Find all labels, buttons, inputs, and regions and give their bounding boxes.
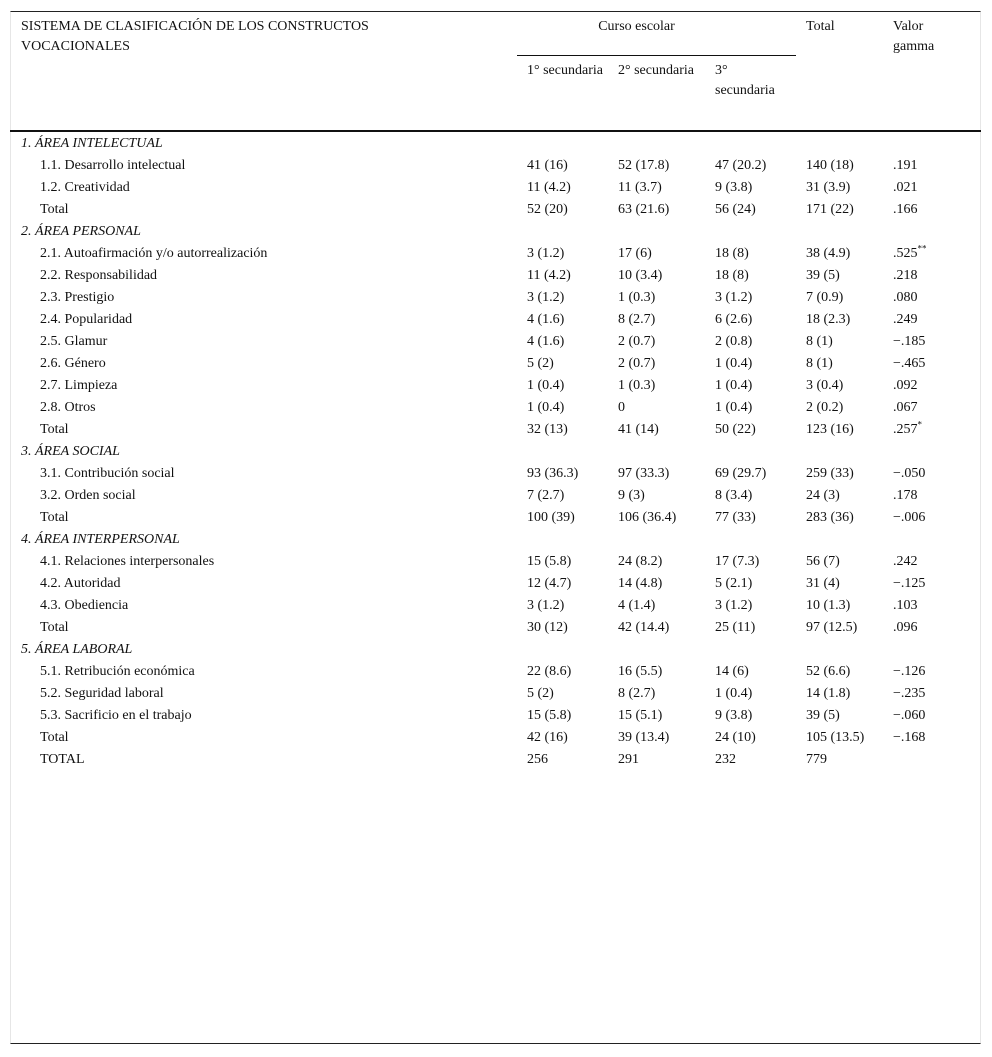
row-label: Total (40, 422, 69, 437)
cell-c1: 4 (1.6) (527, 312, 565, 327)
cell-total: 39 (5) (806, 268, 840, 283)
cell-c1: 15 (5.8) (527, 708, 572, 723)
row-label: 2.4. Popularidad (40, 312, 133, 327)
group-heading-row (10, 221, 981, 243)
cell-total: 140 (18) (806, 158, 854, 173)
cell-c1: 1 (0.4) (527, 400, 565, 415)
cell-gamma: −.050 (893, 466, 926, 481)
table-row (10, 463, 981, 485)
cell-total: 171 (22) (806, 202, 854, 217)
cell-gamma: −.168 (893, 730, 926, 745)
row-label: 2.2. Responsabilidad (40, 268, 158, 283)
cell-gamma: .096 (893, 620, 918, 635)
header-total: Total (806, 19, 835, 34)
group-title: 3. ÁREA SOCIAL (21, 444, 120, 459)
row-label: 2.6. Género (40, 356, 106, 371)
row-label: 2.7. Limpieza (40, 378, 118, 393)
cell-c2: 16 (5.5) (618, 664, 663, 679)
cell-c3: 14 (6) (715, 664, 749, 679)
cell-gamma: .191 (893, 158, 918, 173)
table-row (10, 683, 981, 705)
table-row (10, 397, 981, 419)
cell-gamma: .067 (893, 400, 918, 415)
cell-total: 18 (2.3) (806, 312, 851, 327)
cell-c1: 3 (1.2) (527, 246, 565, 261)
cell-gamma: .242 (893, 554, 918, 569)
table-row (10, 419, 981, 441)
cell-c2: 2 (0.7) (618, 334, 656, 349)
cell-total: 39 (5) (806, 708, 840, 723)
cell-total: 123 (16) (806, 422, 854, 437)
cell-c2: 42 (14.4) (618, 620, 670, 635)
group-title: 2. ÁREA PERSONAL (21, 224, 141, 239)
table-row (10, 265, 981, 287)
cell-c2: 63 (21.6) (618, 202, 670, 217)
table-row (10, 155, 981, 177)
cell-gamma: .021 (893, 180, 918, 195)
cell-gamma: −.185 (893, 334, 926, 349)
cell-c3: 3 (1.2) (715, 598, 753, 613)
row-label: 2.8. Otros (40, 400, 96, 415)
cell-total: 259 (33) (806, 466, 854, 481)
cell-c1: 7 (2.7) (527, 488, 565, 503)
table-row (10, 353, 981, 375)
cell-total: 14 (1.8) (806, 686, 851, 701)
row-label: 2.3. Prestigio (40, 290, 115, 305)
table-row (10, 287, 981, 309)
header-curso-1: 1° secundaria (527, 62, 603, 78)
cell-c2: 1 (0.3) (618, 378, 656, 393)
cell-c1: 41 (16) (527, 158, 568, 173)
cell-c1: 1 (0.4) (527, 378, 565, 393)
cell-c3: 6 (2.6) (715, 312, 753, 327)
cell-c1: 5 (2) (527, 686, 554, 701)
cell-total: 24 (3) (806, 488, 840, 503)
cell-gamma: −.235 (893, 686, 926, 701)
row-label: 3.1. Contribución social (40, 466, 175, 481)
cell-c2: 24 (8.2) (618, 554, 663, 569)
grand-total-label: TOTAL (40, 752, 85, 767)
cell-c3: 8 (3.4) (715, 488, 753, 503)
cell-c2: 11 (3.7) (618, 180, 662, 195)
cell-c2: 106 (36.4) (618, 510, 677, 525)
cell-total: 2 (0.2) (806, 400, 844, 415)
row-label: Total (40, 510, 69, 525)
cell-c3: 3 (1.2) (715, 290, 753, 305)
cell-c2: 14 (4.8) (618, 576, 663, 591)
cell-c2: 2 (0.7) (618, 356, 656, 371)
cell-gamma: .166 (893, 202, 918, 217)
table-row (10, 243, 981, 265)
cell-c2: 1 (0.3) (618, 290, 656, 305)
cell-c2: 41 (14) (618, 422, 659, 437)
cell-c2: 52 (17.8) (618, 158, 670, 173)
table-row (10, 661, 981, 683)
cell-gamma: −.465 (893, 356, 926, 371)
table-row (10, 705, 981, 727)
cell-c2: 9 (3) (618, 488, 645, 503)
grand-total-row (10, 749, 981, 770)
table-row (10, 573, 981, 595)
cell-c3: 18 (8) (715, 246, 749, 261)
cell-total: 3 (0.4) (806, 378, 844, 393)
cell-total: 8 (1) (806, 356, 833, 371)
cell-c3: 17 (7.3) (715, 554, 760, 569)
cell-total: 52 (6.6) (806, 664, 851, 679)
cell-c1: 42 (16) (527, 730, 568, 745)
cell-c3: 18 (8) (715, 268, 749, 283)
cell-c3: 25 (11) (715, 620, 756, 635)
cell-gamma: .092 (893, 378, 918, 393)
row-label: Total (40, 202, 69, 217)
cell-c1: 32 (13) (527, 422, 568, 437)
row-label: 1.2. Creatividad (40, 180, 130, 195)
significance-mark: * (917, 419, 923, 430)
table-row (10, 617, 981, 639)
cell-gamma: −.125 (893, 576, 926, 591)
row-label: 3.2. Orden social (40, 488, 136, 503)
row-label: 2.1. Autoafirmación y/o autorrealización (40, 246, 268, 261)
cell-gamma: −.006 (893, 510, 926, 525)
table-row (10, 309, 981, 331)
cell-gamma: .218 (893, 268, 918, 283)
significance-mark: ** (917, 243, 927, 254)
cell-gamma: .525** (893, 243, 927, 261)
cell-gamma: .080 (893, 290, 918, 305)
cell-c1: 3 (1.2) (527, 290, 565, 305)
cell-c2: 8 (2.7) (618, 312, 656, 327)
row-label: Total (40, 730, 69, 745)
cell-total: 8 (1) (806, 334, 833, 349)
row-label: 5.1. Retribución económica (40, 664, 195, 679)
cell-c1: 11 (4.2) (527, 180, 571, 195)
cell-c3: 5 (2.1) (715, 576, 753, 591)
cell-c3: 1 (0.4) (715, 686, 753, 701)
cell-c1: 5 (2) (527, 356, 554, 371)
row-label: 4.1. Relaciones interpersonales (40, 554, 215, 569)
cell-c1: 100 (39) (527, 510, 575, 525)
header-curso-3: 3° secundaria (715, 62, 775, 98)
cell-c1: 11 (4.2) (527, 268, 571, 283)
cell-c3: 9 (3.8) (715, 708, 753, 723)
cell-c3: 47 (20.2) (715, 158, 767, 173)
cell-total: 31 (3.9) (806, 180, 851, 195)
header-curso-escolar (517, 12, 796, 55)
cell-gamma: .257* (893, 419, 923, 437)
cell-gamma: .178 (893, 488, 918, 503)
cell-total: 31 (4) (806, 576, 840, 591)
group-title: 4. ÁREA INTERPERSONAL (21, 532, 180, 547)
cell-c2: 39 (13.4) (618, 730, 670, 745)
row-label: Total (40, 620, 69, 635)
cell-c3: 56 (24) (715, 202, 756, 217)
table-row (10, 551, 981, 573)
table-row (10, 595, 981, 617)
cell-c2: 0 (618, 400, 625, 415)
group-title: 1. ÁREA INTELECTUAL (21, 136, 163, 151)
group-heading-row (10, 131, 981, 155)
table-row (10, 177, 981, 199)
group-title: 5. ÁREA LABORAL (21, 642, 133, 657)
cell-total: 10 (1.3) (806, 598, 851, 613)
header-title: SISTEMA DE CLASIFICACIÓN DE LOS CONSTRUCTOS VOCACIONALES (21, 19, 369, 54)
cell-c1: 52 (20) (527, 202, 568, 217)
cell-c1: 3 (1.2) (527, 598, 565, 613)
cell-total: 56 (7) (806, 554, 840, 569)
curso-escolar-label: Curso escolar (598, 19, 675, 34)
cell-c3: 2 (0.8) (715, 334, 753, 349)
row-label: 5.2. Seguridad laboral (40, 686, 164, 701)
cell-c1: 12 (4.7) (527, 576, 572, 591)
table-row (10, 507, 981, 529)
cell-total: 7 (0.9) (806, 290, 844, 305)
cell-c2: 8 (2.7) (618, 686, 656, 701)
cell-c1: 22 (8.6) (527, 664, 572, 679)
cell-c2: 17 (6) (618, 246, 652, 261)
cell-total: 105 (13.5) (806, 730, 865, 745)
cell-total: 38 (4.9) (806, 246, 851, 261)
cell-total: 283 (36) (806, 510, 854, 525)
header-gamma: Valor gamma (893, 19, 935, 54)
row-label: 4.2. Autoridad (40, 576, 121, 591)
cell-gamma: .103 (893, 598, 918, 613)
row-label: 5.3. Sacrificio en el trabajo (40, 708, 192, 723)
cell-c1: 93 (36.3) (527, 466, 579, 481)
cell-gamma: −.060 (893, 708, 926, 723)
cell-c3: 1 (0.4) (715, 356, 753, 371)
vocational-constructs-table (10, 12, 981, 770)
grand-total-c3: 232 (715, 752, 736, 767)
cell-gamma: .249 (893, 312, 918, 327)
cell-c2: 4 (1.4) (618, 598, 656, 613)
cell-c2: 15 (5.1) (618, 708, 663, 723)
grand-total-c1: 256 (527, 752, 548, 767)
cell-c3: 50 (22) (715, 422, 756, 437)
cell-c1: 15 (5.8) (527, 554, 572, 569)
group-heading-row (10, 639, 981, 661)
cell-c3: 1 (0.4) (715, 400, 753, 415)
cell-c3: 9 (3.8) (715, 180, 753, 195)
table-row (10, 485, 981, 507)
cell-gamma: −.126 (893, 664, 926, 679)
grand-total-total: 779 (806, 752, 828, 767)
table-row (10, 331, 981, 353)
group-heading-row (10, 441, 981, 463)
grand-total-gamma (893, 749, 981, 770)
grand-total-c2: 291 (618, 752, 639, 767)
row-label: 2.5. Glamur (40, 334, 108, 349)
cell-c3: 77 (33) (715, 510, 756, 525)
cell-c1: 30 (12) (527, 620, 568, 635)
row-label: 4.3. Obediencia (40, 598, 129, 613)
group-heading-row (10, 529, 981, 551)
cell-c2: 10 (3.4) (618, 268, 663, 283)
cell-c1: 4 (1.6) (527, 334, 565, 349)
cell-c2: 97 (33.3) (618, 466, 670, 481)
row-label: 1.1. Desarrollo intelectual (40, 158, 186, 173)
cell-total: 97 (12.5) (806, 620, 858, 635)
table-row (10, 727, 981, 749)
table-row (10, 199, 981, 221)
cell-c3: 69 (29.7) (715, 466, 767, 481)
header-curso-2: 2° secundaria (618, 62, 694, 78)
cell-c3: 24 (10) (715, 730, 756, 745)
table-row (10, 375, 981, 397)
cell-c3: 1 (0.4) (715, 378, 753, 393)
